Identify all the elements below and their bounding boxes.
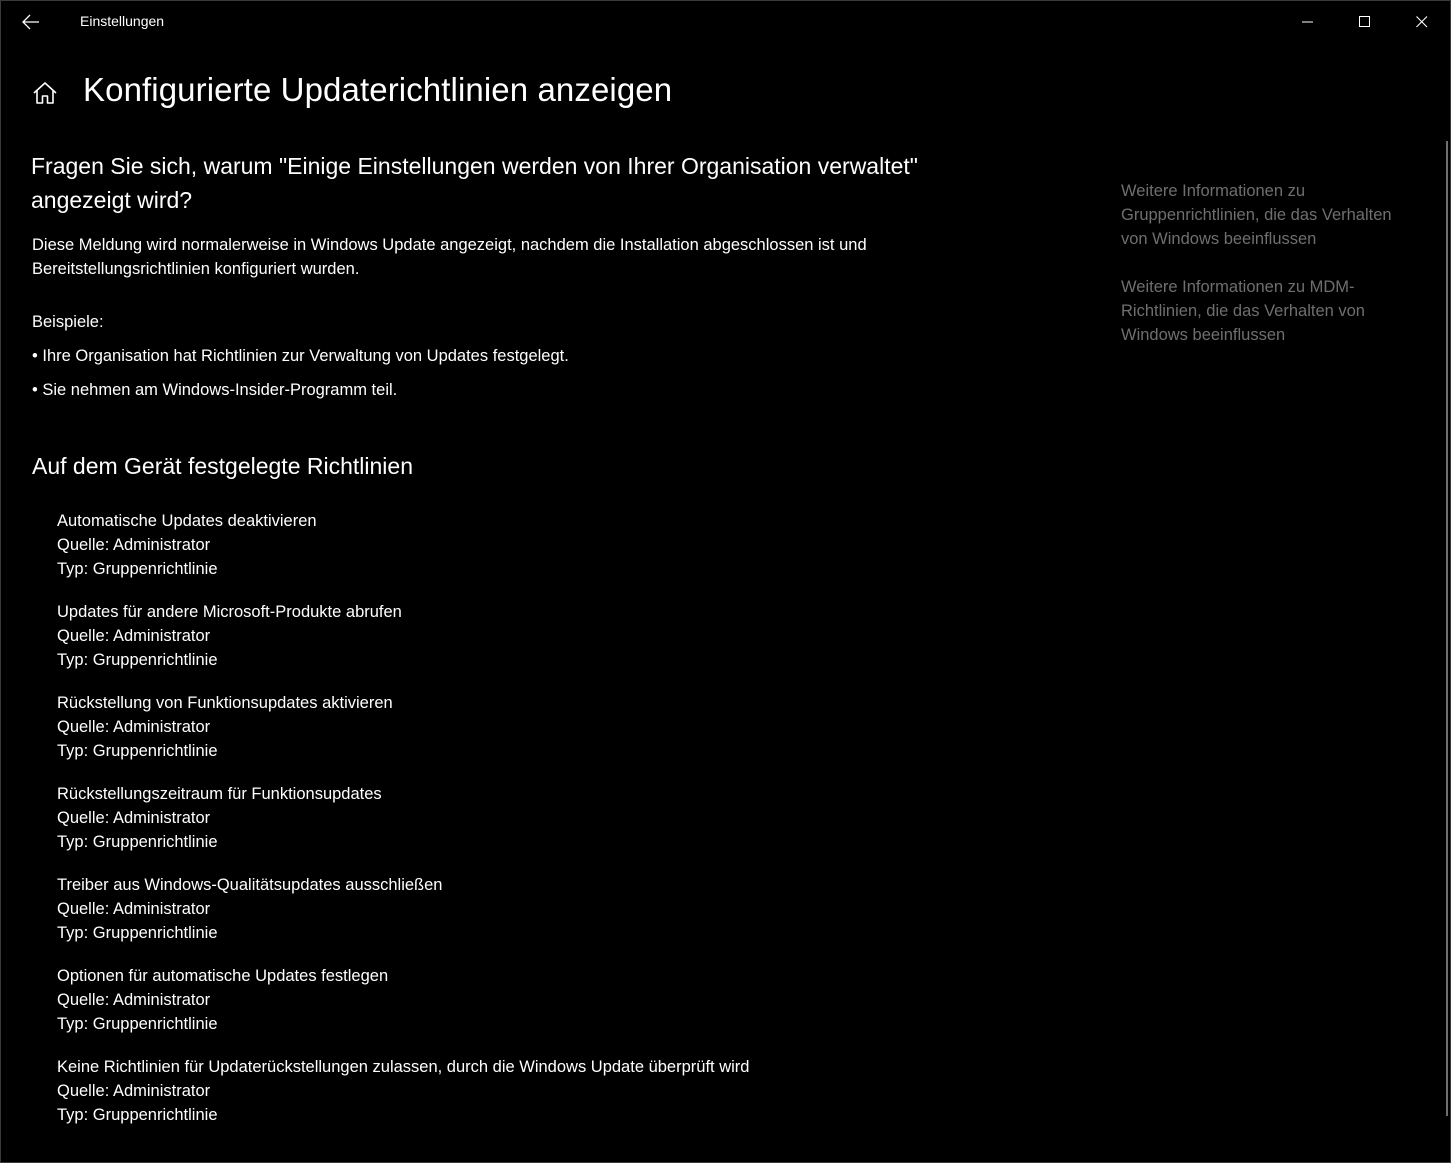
policy-source: Quelle: Administrator [57, 900, 211, 918]
policy-source: Quelle: Administrator [57, 1082, 211, 1100]
close-icon [1416, 16, 1428, 28]
section-title: Auf dem Gerät festgelegte Richtlinien [32, 453, 413, 479]
policy-type: Typ: Gruppenrichtlinie [57, 560, 218, 578]
group-policy-info-link[interactable]: Weitere Informationen zu Gruppenrichtlinien, die das Verhalten von Windows beeinflussen [1121, 182, 1392, 248]
policy-item [57, 509, 957, 600]
back-button[interactable] [9, 5, 53, 39]
policy-source: Quelle: Administrator [57, 718, 211, 736]
question-line-2: angezeigt wird? [31, 187, 193, 213]
policy-name: Keine Richtlinien für Updaterückstellungen zulassen, durch die Windows Update überprüft wird [57, 1058, 750, 1076]
policy-type: Typ: Gruppenrichtlinie [57, 924, 218, 942]
examples-label: Beispiele: [32, 313, 104, 331]
main-content [31, 149, 1021, 1124]
maximize-icon [1359, 16, 1371, 28]
policy-source: Quelle: Administrator [57, 536, 211, 554]
policy-type: Typ: Gruppenrichtlinie [57, 833, 218, 851]
policy-type: Typ: Gruppenrichtlinie [57, 1106, 218, 1124]
page-title: Konfigurierte Updaterichtlinien anzeigen [83, 71, 673, 108]
policy-item [57, 691, 957, 782]
policy-list [57, 509, 957, 1146]
minimize-icon [1302, 16, 1314, 28]
policy-name: Rückstellung von Funktionsupdates aktivieren [57, 694, 393, 712]
policy-name: Automatische Updates deaktivieren [57, 512, 317, 530]
related-links [1121, 179, 1421, 371]
description-text: Diese Meldung wird normalerweise in Windows Update angezeigt, nachdem die Installation abgeschlossen ist und Bereitstellungsrichtlinien konfiguriert wurden. [32, 236, 867, 278]
maximize-button[interactable] [1336, 1, 1393, 43]
policy-name: Rückstellungszeitraum für Funktionsupdates [57, 785, 382, 803]
policy-source: Quelle: Administrator [57, 991, 211, 1009]
app-title: Einstellungen [80, 13, 165, 29]
policy-name: Treiber aus Windows-Qualitätsupdates ausschließen [57, 876, 443, 894]
policy-item [57, 1055, 957, 1146]
policy-item [57, 964, 957, 1055]
scrollbar[interactable] [1446, 141, 1448, 1116]
example-bullet: • Ihre Organisation hat Richtlinien zur Verwaltung von Updates festgelegt. [32, 347, 569, 365]
example-bullet: • Sie nehmen am Windows-Insider-Programm teil. [32, 381, 398, 399]
policy-type: Typ: Gruppenrichtlinie [57, 742, 218, 760]
policy-name: Updates für andere Microsoft-Produkte abrufen [57, 603, 402, 621]
policy-source: Quelle: Administrator [57, 627, 211, 645]
arrow-left-icon [22, 14, 40, 30]
minimize-button[interactable] [1279, 1, 1336, 43]
question-line-1: Fragen Sie sich, warum "Einige Einstellungen werden von Ihrer Organisation verwaltet" [31, 153, 918, 179]
question-heading [31, 149, 1021, 217]
policy-item [57, 600, 957, 691]
policy-name: Optionen für automatische Updates festlegen [57, 967, 389, 985]
policy-item [57, 782, 957, 873]
policy-item [57, 873, 957, 964]
home-button[interactable] [31, 79, 59, 107]
policy-source: Quelle: Administrator [57, 809, 211, 827]
mdm-policy-info-link[interactable]: Weitere Informationen zu MDM-Richtlinien, die das Verhalten von Windows beeinflussen [1121, 278, 1365, 344]
close-button[interactable] [1393, 1, 1450, 43]
policy-type: Typ: Gruppenrichtlinie [57, 651, 218, 669]
title-bar [1, 1, 1450, 43]
home-icon [31, 79, 59, 107]
policy-type: Typ: Gruppenrichtlinie [57, 1015, 218, 1033]
